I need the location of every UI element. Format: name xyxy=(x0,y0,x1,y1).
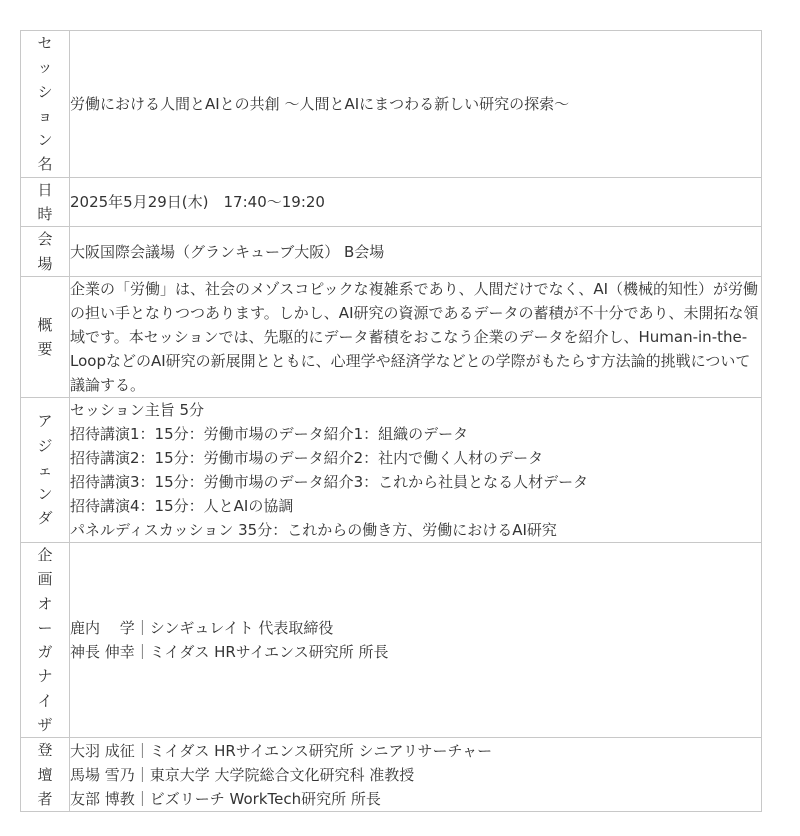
label-speakers xyxy=(21,738,70,812)
label-char: 企 xyxy=(37,545,53,564)
datetime-text: 2025年5月29日(木) 17:40〜19:20 xyxy=(70,193,325,212)
agenda-item: 招待講演3：15分：労働市場のデータ紹介3：これから社員となる人材データ xyxy=(70,472,589,491)
label-char: 名 xyxy=(37,155,53,174)
label-char: ン xyxy=(37,131,53,150)
label-char: イ xyxy=(37,691,53,710)
label-char: ジ xyxy=(37,436,53,455)
session-info-table xyxy=(20,30,762,812)
row-datetime xyxy=(21,177,762,227)
session-title: 労働における人間とAIとの共創 〜人間とAIにまつわる新しい研究の探索〜 xyxy=(70,94,570,113)
label-char: ア xyxy=(37,412,53,431)
label-char: 登 xyxy=(37,741,53,760)
row-session-name xyxy=(21,31,762,178)
label-char: ン xyxy=(37,485,53,504)
label-char: 時 xyxy=(37,205,53,224)
row-speakers xyxy=(21,738,762,812)
value-organizers xyxy=(70,542,762,737)
row-agenda xyxy=(21,397,762,542)
label-char: セ xyxy=(37,34,53,52)
label-char: ー xyxy=(37,618,53,637)
label-agenda xyxy=(21,397,70,542)
value-speakers xyxy=(70,738,762,812)
row-organizers xyxy=(21,542,762,737)
label-char: ガ xyxy=(37,643,53,662)
organizer-entry: 神長 伸幸｜ミイダス HRサイエンス研究所 所長 xyxy=(70,643,389,662)
label-summary xyxy=(21,276,70,397)
value-summary xyxy=(70,276,762,397)
label-char: ッ xyxy=(37,58,53,77)
vertical-label xyxy=(21,313,69,362)
summary-text: 企業の「労働」は、社会のメゾスコピックな複雑系であり、人間だけでなく、AI（機械的知性）が労働の担い手となりつつあります。しかし、AI研究の資源であるデータの蓄積が不十分であり、未開拓な領域です。本セッションでは、先駆的にデータ蓄積をおこなう企業のデータを紹介し、Human-in-the-LoopなどのAI研究の新展開とともに、心理学や経済学などとの学際がもたらす方法論的挑戦について議論する。 xyxy=(70,279,759,394)
label-char: ザ xyxy=(37,716,53,735)
value-venue xyxy=(70,227,762,277)
venue-text: 大阪国際会議場（グランキューブ大阪） B会場 xyxy=(70,242,385,261)
label-char: 日 xyxy=(37,180,53,199)
agenda-item: セッション主旨 5分 xyxy=(70,400,205,419)
agenda-item: 招待講演1：15分：労働市場のデータ紹介1：組織のデータ xyxy=(70,424,469,443)
value-session-name xyxy=(70,31,762,178)
label-char: ダ xyxy=(37,509,53,528)
label-char: 会 xyxy=(37,230,53,249)
label-char: 画 xyxy=(37,570,53,589)
vertical-label xyxy=(21,738,69,811)
speaker-entry: 馬場 雪乃｜東京大学 大学院総合文化研究科 准教授 xyxy=(70,765,415,784)
value-datetime xyxy=(70,177,762,227)
label-char: シ xyxy=(37,82,53,101)
label-venue xyxy=(21,227,70,277)
label-char: ェ xyxy=(37,460,53,479)
vertical-label xyxy=(21,227,69,276)
label-char: ナ xyxy=(37,667,53,686)
vertical-label xyxy=(21,543,69,737)
value-agenda xyxy=(70,397,762,542)
label-char: 壇 xyxy=(37,765,53,784)
vertical-label xyxy=(21,178,69,227)
organizer-entry: 鹿内 学｜シンギュレイト 代表取締役 xyxy=(70,619,334,638)
label-char: 者 xyxy=(37,789,53,808)
label-char: オ xyxy=(37,594,53,613)
label-organizers xyxy=(21,542,70,737)
agenda-item: 招待講演2：15分：労働市場のデータ紹介2：社内で働く人材のデータ xyxy=(70,448,544,467)
row-venue xyxy=(21,227,762,277)
label-char: 要 xyxy=(37,339,53,358)
label-datetime xyxy=(21,177,70,227)
row-summary xyxy=(21,276,762,397)
label-char: 場 xyxy=(37,254,53,273)
speaker-entry: 友部 博教｜ビズリーチ WorkTech研究所 所長 xyxy=(70,789,381,808)
label-session-name xyxy=(21,31,70,178)
label-char: 概 xyxy=(37,315,53,334)
agenda-item: パネルディスカッション 35分：これからの働き方、労働におけるAI研究 xyxy=(70,520,557,539)
vertical-label xyxy=(21,409,69,530)
vertical-label xyxy=(21,31,69,177)
label-char: ョ xyxy=(37,106,53,125)
agenda-item: 招待講演4：15分：人とAIの協調 xyxy=(70,496,294,515)
speaker-entry: 大羽 成征｜ミイダス HRサイエンス研究所 シニアリサーチャー xyxy=(70,741,493,760)
